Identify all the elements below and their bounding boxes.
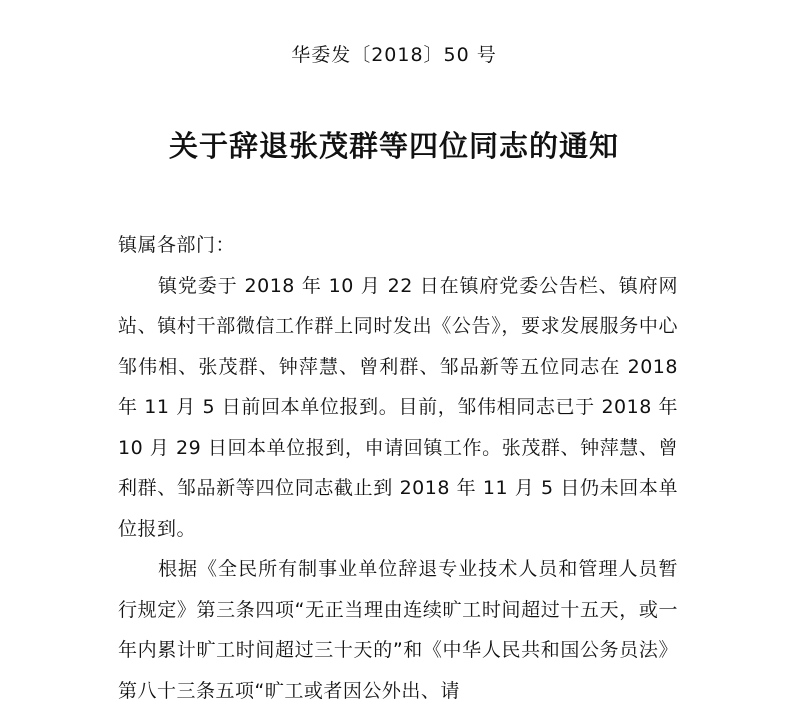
document-number: 华委发〔2018〕50 号 (291, 44, 497, 66)
salutation: 镇属各部门： (118, 234, 236, 256)
document-title: 关于辞退张茂群等四位同志的通知 (168, 129, 619, 163)
body-paragraph-1: 镇党委于 2018 年 10 月 22 日在镇府党委公告栏、镇府网站、镇村干部微信工作群上同时发出《公告》，要求发展服务中心邹伟相、张茂群、钟萍慧、曾利群、邹品新等五位同志在 2018 年 11 月 5 日前回本单位报到。目前，邹伟相同志已于 2018 年 10 月 29 日回本单位报到，申请回镇工作。张茂群、钟萍慧、曾利群、邹品新等四位同志截止到 2018 年 11 月 5 日仍未回本单位报到。 (118, 274, 678, 540)
document-body (118, 225, 678, 711)
body-paragraph-2: 根据《全民所有制事业单位辞退专业技术人员和管理人员暂行规定》第三条四项“无正当理由连续旷工时间超过十五天，或一年内累计旷工时间超过三十天的”和《中华人民共和国公务员法》第八十三条五项“旷工或者因公外出、请 (118, 558, 678, 702)
